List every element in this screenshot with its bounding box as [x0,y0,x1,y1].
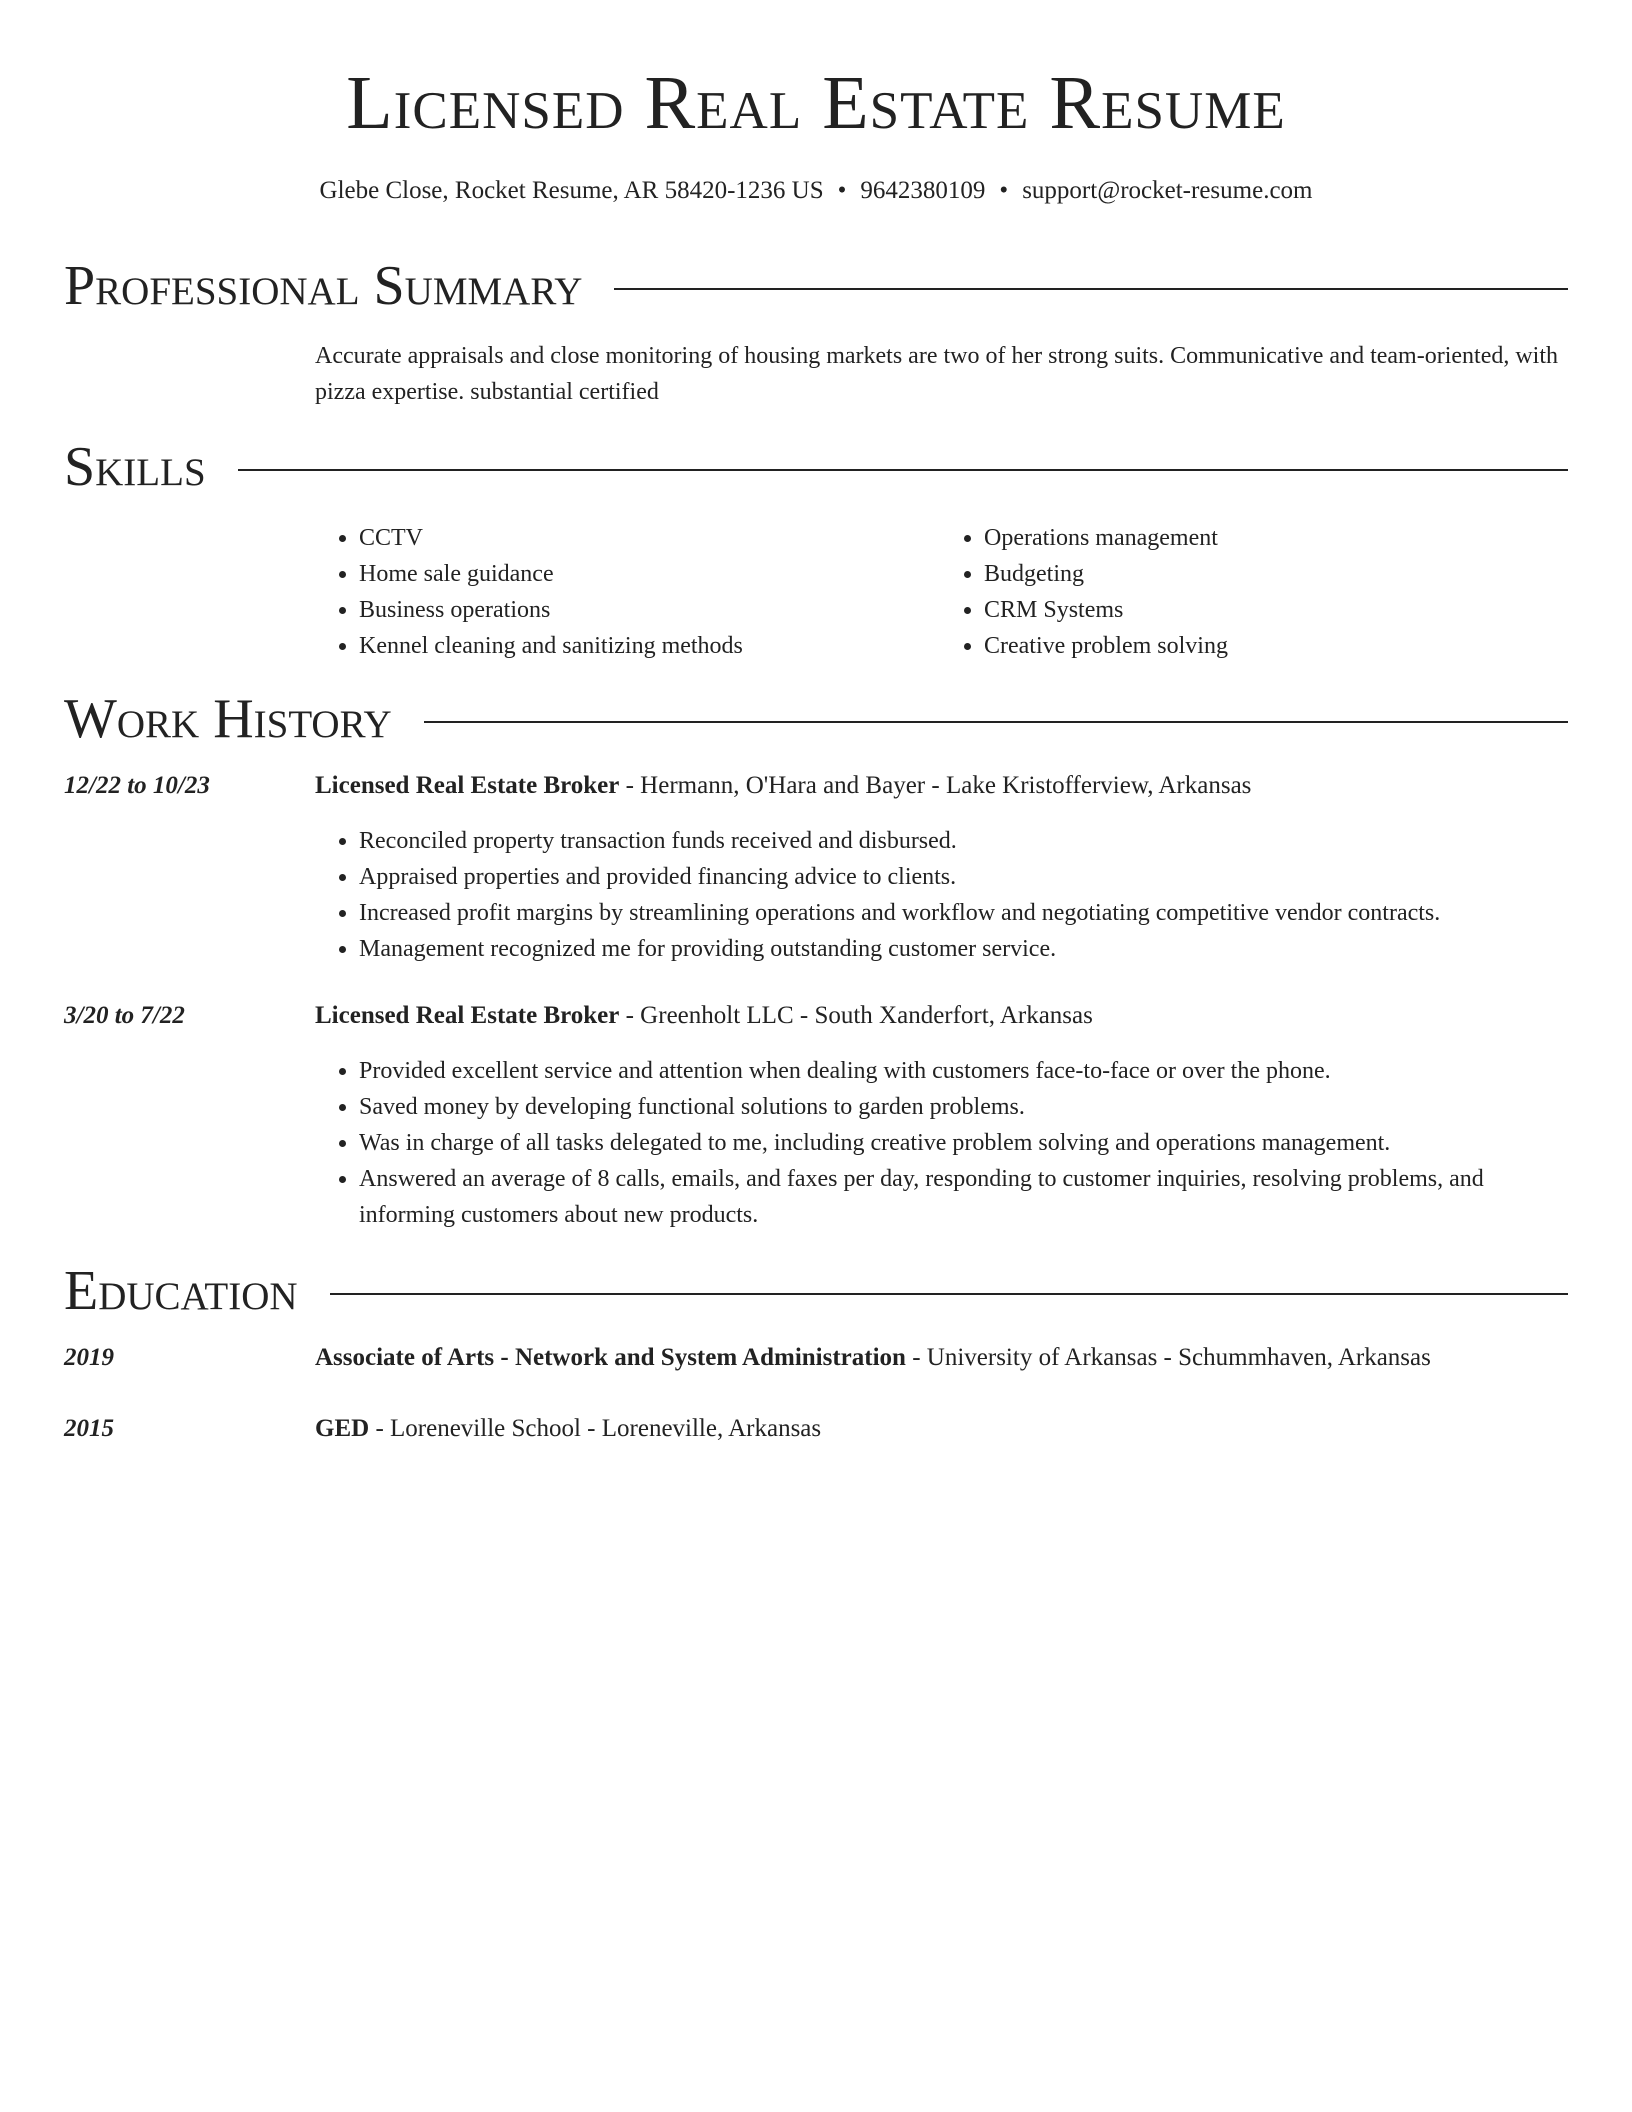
education-degree: GED [315,1415,370,1442]
work-bullets [315,823,1568,967]
work-bullets [315,1053,1568,1233]
education-section-title: Education [64,1260,298,1322]
skill-item: • CRM Systems [984,592,1565,628]
skills-section-title: Skills [64,436,206,498]
resume-title: Licensed Real Estate Resume [346,61,1286,145]
contact-separator: • [837,177,847,204]
skill-item: • Business operations [359,592,940,628]
work-bullet: • Management recognized me for providing outstanding customer service. [359,931,1568,967]
summary-text: Accurate appraisals and close monitoring of housing markets are two of her strong suits. Communicative and team-oriented, with pizza expertise. substantial certified [315,343,1559,405]
work-bullet: • Saved money by developing functional solutions to garden problems. [359,1089,1568,1125]
work-dates: 3/20 to 7/22 [64,1002,185,1029]
work-heading [315,769,1568,803]
work-bullet: • Answered an average of 8 calls, emails, and faxes per day, responding to customer inquiries, resolving problems, and informing customers about new products. [359,1161,1568,1233]
work-section-header [64,686,1568,752]
work-bullet: • Appraised properties and provided financing advice to clients. [359,859,1568,895]
summary-section-title: Professional Summary [64,255,583,317]
education-degree: Associate of Arts - Network and System Administration [315,1344,906,1371]
skill-item: • Operations management [984,520,1565,556]
section-divider [330,1293,1568,1295]
education-heading [315,1412,1568,1446]
work-dates: 12/22 to 10/23 [64,772,210,799]
section-divider [238,469,1568,471]
skills-list [315,520,1565,664]
work-role: Licensed Real Estate Broker [315,772,620,799]
contact-line [0,175,1632,207]
work-role: Licensed Real Estate Broker [315,1002,620,1029]
skills-section-header [64,434,1568,500]
education-year: 2019 [64,1344,114,1371]
work-bullet: • Was in charge of all tasks delegated to me, including creative problem solving and operations management. [359,1125,1568,1161]
education-year: 2015 [64,1415,114,1442]
education-details: - Loreneville School - Loreneville, Arkansas [369,1415,822,1442]
work-bullet: • Reconciled property transaction funds received and disbursed. [359,823,1568,859]
education-section-header [64,1258,1568,1324]
work-details: - Greenholt LLC - South Xanderfort, Arkansas [619,1002,1093,1029]
skill-item: • Budgeting [984,556,1565,592]
work-details: - Hermann, O'Hara and Bayer - Lake Kristofferview, Arkansas [619,772,1252,799]
section-divider [424,721,1568,723]
skills-column-left [315,520,940,664]
skill-item: • Kennel cleaning and sanitizing methods [359,628,940,664]
skill-item: • Creative problem solving [984,628,1565,664]
work-bullet: • Increased profit margins by streamlining operations and workflow and negotiating competitive vendor contracts. [359,895,1568,931]
contact-separator: • [999,177,1009,204]
summary-section-header [64,253,1568,319]
education-heading [315,1341,1568,1375]
work-section-title: Work History [64,688,392,750]
skill-item: • CCTV [359,520,940,556]
contact-phone: 9642380109 [860,177,986,204]
work-heading [315,999,1568,1033]
contact-address: Glebe Close, Rocket Resume, AR 58420-1236 US [319,177,824,204]
skill-item: • Home sale guidance [359,556,940,592]
contact-email: support@rocket-resume.com [1022,177,1313,204]
skills-column-right [940,520,1565,664]
education-details: - University of Arkansas - Schummhaven, Arkansas [905,1344,1431,1371]
work-bullet: • Provided excellent service and attention when dealing with customers face-to-face or over the phone. [359,1053,1568,1089]
section-divider [614,288,1568,290]
